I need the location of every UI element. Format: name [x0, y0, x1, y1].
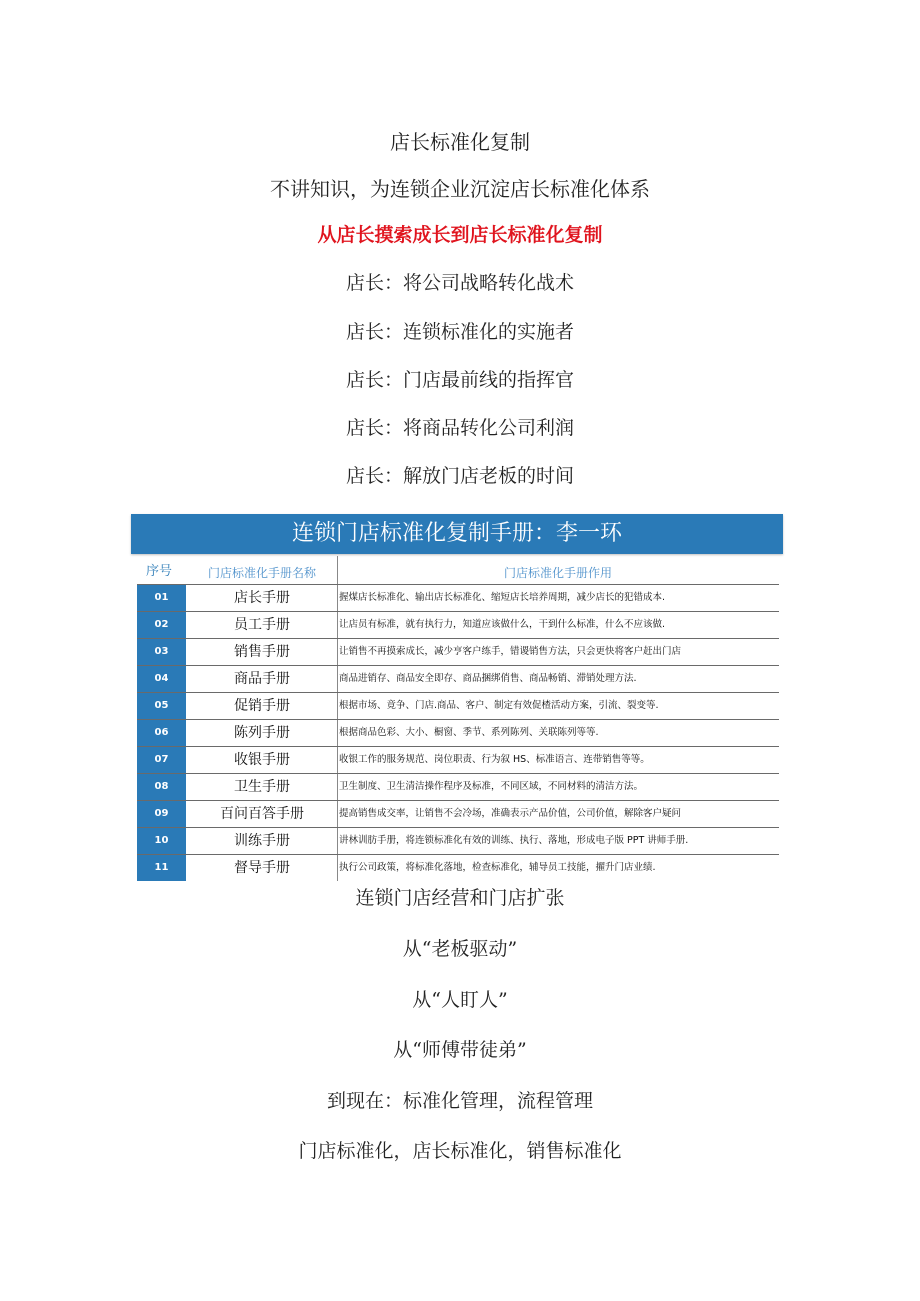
column-divider — [337, 747, 338, 773]
row-use: 让店员有标准，就有执行力，知道应该做什么，干到什么标准，什么不应该做. — [339, 619, 666, 630]
row-number: 05 — [137, 693, 186, 719]
page-subtitle: 不讲知识，为连锁企业沉淀店长标准化体系 — [270, 177, 650, 201]
row-use: 根据商品色彩、大小、橱窗、季节、系列陈列、关联陈列等等. — [339, 727, 599, 738]
column-divider — [337, 801, 338, 827]
closing-line: 门店标准化，店长标准化，销售标准化 — [298, 1140, 622, 1162]
column-divider — [337, 693, 338, 719]
closing-line: 到现在：标准化管理，流程管理 — [326, 1090, 593, 1112]
column-divider — [337, 855, 338, 881]
row-number: 10 — [137, 828, 186, 854]
role-line: 店长：将公司战略转化战术 — [345, 272, 574, 294]
row-number: 07 — [137, 747, 186, 773]
table-row — [137, 773, 779, 800]
page-title: 店长标准化复制 — [390, 130, 530, 154]
table-row — [137, 611, 779, 638]
row-number: 06 — [137, 720, 186, 746]
column-divider — [337, 639, 338, 665]
row-use: 商品进销存、商品安全即存、商品捆绑俏售、商品畅销、滞销处理方法. — [339, 673, 637, 684]
row-use: 执行公司政策，将标准化落地，检查标准化，辅导员工技能，擢升门店业绩. — [339, 862, 656, 873]
row-number: 11 — [137, 855, 186, 881]
row-use: 收银工作的服务规范、岗位职责、行为叙 HS、标准语言、连带销售等等。 — [339, 754, 650, 765]
role-line: 店长：解放门店老板的时间 — [345, 465, 574, 487]
header-use: 门店标准化手册作用 — [503, 566, 612, 580]
closing-line: 从“师傅带徒弟” — [393, 1039, 527, 1061]
row-use: 握煤店长标准化、输出店长标准化、缩短店长培养周期，减少店长的犯错成本. — [339, 592, 666, 603]
table-row — [137, 719, 779, 746]
table-row — [137, 800, 779, 827]
manual-banner: 连锁门店标准化复制手册：李一环 — [131, 514, 783, 554]
table-row — [137, 665, 779, 692]
row-name: 百问百答手册 — [220, 806, 304, 822]
row-name: 促销手册 — [234, 698, 290, 714]
table-row — [137, 746, 779, 773]
header-no: 序号 — [145, 564, 172, 579]
row-number: 04 — [137, 666, 186, 692]
row-name: 收银手册 — [234, 752, 290, 768]
row-number: 01 — [137, 585, 186, 611]
row-name: 卫生手册 — [234, 779, 290, 795]
row-use: 卫生制度、卫生清洁操作程序及标准，不同区域，不同材料的清洁方法。 — [339, 781, 644, 792]
row-number: 08 — [137, 774, 186, 800]
table-row — [137, 584, 779, 611]
row-use: 讲林训肪手册，将连锁标准化有效的训练、执行、落地，形成电子版 PPT 讲师手册. — [339, 835, 689, 846]
column-divider — [337, 585, 338, 611]
row-name: 员工手册 — [234, 617, 290, 633]
role-line: 店长：将商品转化公司利润 — [345, 417, 574, 439]
row-name: 销售手册 — [234, 644, 290, 660]
row-use: 提高销售成交率，让销售不会冷场，准确表示产品价值，公司价值，解除客户疑问 — [339, 808, 682, 819]
row-name: 训练手册 — [234, 833, 290, 849]
table-row — [137, 638, 779, 665]
row-name: 店长手册 — [234, 590, 290, 606]
role-line: 店长：门店最前线的指挥官 — [345, 369, 574, 391]
column-divider — [337, 828, 338, 854]
manual-grid — [137, 556, 779, 881]
row-name: 陈列手册 — [234, 725, 290, 741]
row-use: 让销售不再摸索成长，减少亨客户练手，错谡销售方法，只会更快将客户赶出门店 — [339, 646, 682, 657]
row-number: 03 — [137, 639, 186, 665]
closing-line: 连锁门店经营和门店扩张 — [355, 887, 565, 909]
closing-line: 从“老板驱动” — [402, 938, 518, 960]
column-divider — [337, 612, 338, 638]
highlight-line: 从店长摸索成长到店长标准化复制 — [317, 224, 603, 246]
row-name: 督导手册 — [234, 860, 290, 876]
table-row — [137, 854, 779, 881]
column-divider — [337, 774, 338, 800]
row-number: 09 — [137, 801, 186, 827]
table-header — [137, 556, 779, 584]
column-divider — [337, 666, 338, 692]
header-name: 门店标准化手册名称 — [207, 566, 316, 580]
table-row — [137, 827, 779, 854]
closing-line: 从“人盯人” — [412, 989, 508, 1011]
manual-table — [131, 514, 783, 881]
row-number: 02 — [137, 612, 186, 638]
role-line: 店长：连锁标准化的实施者 — [345, 321, 574, 343]
column-divider — [337, 720, 338, 746]
row-name: 商品手册 — [234, 671, 290, 687]
row-use: 根据市场、竟争、门店.商品、客户、制定有效促楂活动方案，引流、裂变等. — [339, 700, 659, 711]
table-row — [137, 692, 779, 719]
